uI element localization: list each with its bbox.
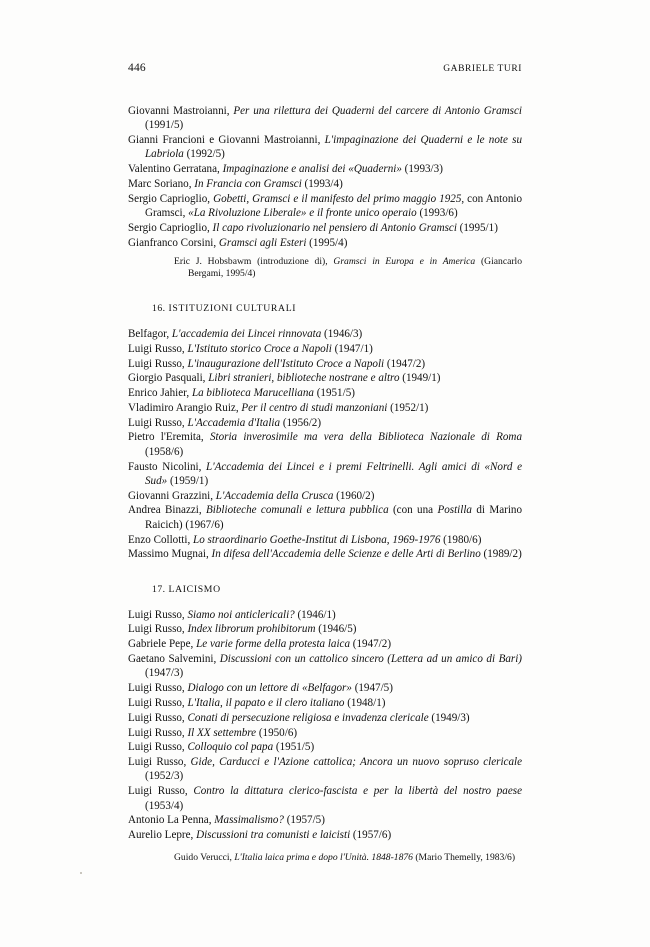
- bibliography-entry: [128, 133, 522, 162]
- entry-author: Belfagor,: [128, 327, 172, 340]
- bibliography-entry: [128, 622, 522, 636]
- entry-ref: (1947/1): [331, 342, 373, 355]
- entry-title: Storia inverosimile ma vera della Biblioteca Nazionale di Roma: [209, 431, 522, 444]
- entry-ref: (1960/2): [333, 489, 375, 502]
- bibliography-entry: [128, 327, 522, 341]
- entry-title: L'inaugurazione dell'Istituto Croce a Napoli: [187, 357, 385, 370]
- bibliography-entry: [128, 711, 522, 725]
- entry-author: Luigi Russo,: [128, 416, 188, 429]
- section-title: ISTITUZIONI CULTURALI: [168, 302, 297, 314]
- entry-author: Gianni Francioni e Giovanni Mastroianni,: [128, 134, 325, 147]
- entry-author: Enrico Jahier,: [128, 387, 192, 400]
- entry-author: Pietro l'Eremita,: [128, 431, 210, 444]
- entry-title: Lo straordinario Goethe-Institut di Lisbona, 1969-1976: [193, 533, 441, 546]
- entry-author: Gaetano Salvemini,: [128, 653, 220, 666]
- entry-author: Gabriele Pepe,: [128, 638, 197, 651]
- bibliography-entry: [128, 401, 522, 415]
- bibliography-entry: [128, 696, 522, 710]
- entry-author: Luigi Russo,: [128, 608, 188, 621]
- entry-ref: (1949/1): [399, 372, 441, 385]
- entry-author: Marc Soriano,: [128, 177, 195, 190]
- entry-author: Eric J. Hobsbawm (introduzione di),: [174, 255, 334, 267]
- entry-ref: (1992/5): [183, 148, 225, 161]
- review-entry: [174, 852, 522, 864]
- entry-title: Discussioni tra comunisti e laicisti: [196, 829, 351, 842]
- bibliography-entry: [128, 784, 522, 813]
- entry-ref: (1947/3): [145, 667, 184, 680]
- entry-title: La biblioteca Marucelliana: [191, 387, 314, 400]
- entry-author: Enzo Collotti,: [128, 533, 194, 546]
- bibliography-entry: [128, 813, 522, 827]
- entry-title: Dialogo con un lettore di «Belfagor»: [187, 682, 352, 695]
- entry-title: Massimalismo?: [214, 814, 284, 827]
- entry-title: Biblioteche comunali e lettura pubblica: [206, 504, 389, 517]
- entry-author: Luigi Russo,: [128, 357, 188, 370]
- entry-author: Guido Verucci,: [174, 852, 235, 864]
- entry-title: L'impaginazione dei Quaderni e le note su Labriola: [145, 134, 522, 161]
- entry-title: Per il centro di studi manzoniani: [241, 401, 388, 414]
- entry-ref: (1950/6): [256, 726, 298, 739]
- entry-title: Conati di persecuzione religiosa e invadenza clericale: [187, 711, 429, 724]
- entry-ref: (Giancarlo Bergami, 1995/4): [188, 255, 522, 280]
- bibliography-entry: [128, 371, 522, 385]
- entry-ref: , con Antonio Gramsci,: [145, 192, 522, 220]
- entry-ref: (1993/4): [301, 177, 343, 190]
- entry-title: L'accademia dei Lincei rinnovata: [171, 327, 322, 340]
- bibliography-entry: [128, 726, 522, 740]
- entry-ref-secondary: (1993/6): [416, 207, 458, 220]
- entry-author: Sergio Caprioglio,: [128, 192, 214, 205]
- running-head-title: GABRIELE TURI: [443, 64, 522, 74]
- entry-author: Luigi Russo,: [128, 342, 188, 355]
- entry-author: Luigi Russo,: [128, 623, 188, 636]
- entry-title: Le varie forme della protesta laica: [196, 638, 351, 651]
- entry-ref: (con una: [388, 504, 438, 517]
- entry-author: Luigi Russo,: [128, 756, 191, 769]
- entry-ref: (1946/1): [294, 608, 336, 621]
- entry-ref: (1947/5): [351, 682, 393, 695]
- entry-author: Fausto Nicolini,: [128, 460, 207, 473]
- entry-title: L'Accademia d'Italia: [187, 416, 281, 429]
- entry-ref: (1947/2): [350, 638, 392, 651]
- entry-ref: (1991/5): [145, 119, 184, 132]
- entry-author: Vladimiro Arangio Ruiz,: [128, 401, 242, 414]
- entry-author: Andrea Binazzi,: [128, 504, 207, 517]
- bibliography-entry: [128, 637, 522, 651]
- page-number: 446: [128, 62, 146, 74]
- section-title: LAICISMO: [168, 583, 221, 595]
- bibliography-entry: [128, 236, 522, 250]
- entry-ref: (1952/3): [145, 770, 184, 783]
- entry-ref: (1951/5): [313, 387, 355, 400]
- entry-ref: (1957/6): [350, 829, 392, 842]
- entry-ref: (1946/3): [321, 327, 363, 340]
- entry-ref: (1952/1): [387, 401, 429, 414]
- bibliography-entry: [128, 416, 522, 430]
- entry-title: Il XX settembre: [187, 726, 257, 739]
- entry-author: Luigi Russo,: [128, 785, 194, 798]
- entry-title: Per una rilettura dei Quaderni del carcere di Antonio Gramsci: [233, 105, 522, 117]
- bibliography-entry: [128, 192, 522, 221]
- entry-ref: (1951/5): [273, 741, 315, 754]
- bibliography-entry: [128, 503, 522, 532]
- entry-title: L'Accademia della Crusca: [215, 489, 334, 502]
- entry-title: Contro la dittatura clerico-fascista e per la libertà del nostro paese: [193, 785, 522, 798]
- bibliography-entry: [128, 652, 522, 681]
- entry-title: L'Accademia dei Lincei e i premi Feltrinelli. Agli amici di «Nord e Sud»: [145, 460, 523, 487]
- bibliography-entry: [128, 740, 522, 754]
- bibliography-list-laicismo: [128, 608, 522, 843]
- entry-ref: (1949/3): [428, 711, 470, 724]
- bibliography-entry: [128, 755, 522, 784]
- entry-ref: (1953/4): [145, 799, 184, 812]
- section-number: 16.: [152, 302, 166, 314]
- section-heading-16: [152, 303, 522, 314]
- entry-ref: (1957/5): [283, 814, 325, 827]
- entry-title: Discussioni con un cattolico sincero (Lettera ad un amico di Bari): [219, 653, 522, 666]
- bibliography-entry: [128, 533, 522, 547]
- entry-ref: (1948/1): [344, 696, 386, 709]
- entry-title: Gramsci in Europa e in America: [333, 255, 476, 267]
- bibliography-entry: [128, 177, 522, 191]
- entry-ref: (1956/2): [280, 416, 322, 429]
- entry-title: Colloquio col papa: [187, 741, 274, 754]
- entry-author: Antonio La Penna,: [128, 814, 215, 827]
- entry-ref: (1993/3): [401, 163, 443, 176]
- entry-ref: (1995/4): [306, 236, 348, 249]
- page-content: [128, 62, 522, 871]
- entry-title: Libri stranieri, biblioteche nostrane e altro: [208, 372, 400, 385]
- bibliography-entry: [128, 608, 522, 622]
- bibliography-entry: [128, 460, 522, 489]
- bibliography-entry: [128, 342, 522, 356]
- entry-ref: (1995/1): [456, 221, 498, 234]
- entry-author: Giorgio Pasquali,: [128, 372, 209, 385]
- entry-title: In difesa dell'Accademia delle Scienze e delle Arti di Berlino: [211, 548, 481, 561]
- bibliography-entry: [128, 221, 522, 235]
- review-entry: [174, 256, 522, 281]
- entry-title: Il capo rivoluzionario nel pensiero di Antonio Gramsci: [212, 221, 457, 234]
- bibliography-list-istituzioni: [128, 327, 522, 562]
- bibliography-entry: [128, 430, 522, 459]
- entry-ref: (1989/2): [480, 548, 522, 561]
- entry-title-secondary: Postilla: [437, 504, 472, 517]
- section-number: 17.: [152, 583, 166, 595]
- entry-ref: (1946/5): [315, 623, 357, 636]
- entry-title: Siamo noi anticlericali?: [187, 608, 295, 621]
- entry-ref: (1947/2): [384, 357, 426, 370]
- entry-title: In Francia con Gramsci: [194, 177, 302, 190]
- entry-ref: (1959/1): [167, 474, 209, 487]
- bibliography-entry: [128, 104, 522, 133]
- bibliography-entry: [128, 386, 522, 400]
- bibliography-list-gramsci: [128, 104, 522, 250]
- page-speck: [80, 872, 82, 874]
- bibliography-entry: [128, 828, 522, 842]
- entry-ref-secondary: di Marino Raicich) (1967/6): [145, 504, 522, 531]
- entry-author: Giovanni Grazzini,: [128, 489, 216, 502]
- entry-author: Gianfranco Corsini,: [128, 236, 219, 249]
- entry-ref: (Mario Themelly, 1983/6): [412, 852, 516, 864]
- entry-author: Luigi Russo,: [128, 682, 188, 695]
- entry-author: Massimo Mugnai,: [128, 548, 212, 561]
- bibliography-entry: [128, 357, 522, 371]
- running-head: [128, 62, 522, 74]
- entry-title: Index librorum prohibitorum: [187, 623, 316, 636]
- entry-title: Gobetti, Gramsci e il manifesto del primo maggio 1925: [213, 192, 462, 205]
- bibliography-entry: [128, 489, 522, 503]
- entry-author: Aurelio Lepre,: [128, 829, 197, 842]
- entry-ref: (1980/6): [440, 533, 482, 546]
- entry-title-secondary: «La Rivoluzione Liberale» e il fronte unico operaio: [188, 207, 417, 220]
- section-heading-17: [152, 584, 522, 595]
- entry-title: L'Istituto storico Croce a Napoli: [187, 342, 332, 355]
- entry-author: Valentino Gerratana,: [128, 163, 223, 176]
- entry-author: Luigi Russo,: [128, 726, 188, 739]
- entry-title: L'Italia, il papato e il clero italiano: [187, 696, 345, 709]
- bibliography-entry: [128, 681, 522, 695]
- entry-author: Sergio Caprioglio,: [128, 221, 213, 234]
- entry-author: Luigi Russo,: [128, 711, 188, 724]
- entry-title: Gide, Carducci e l'Azione cattolica; Ancora un nuovo sopruso clericale: [190, 756, 522, 769]
- entry-title: Impaginazione e analisi dei «Quaderni»: [222, 163, 402, 176]
- bibliography-entry: [128, 162, 522, 176]
- entry-author: Luigi Russo,: [128, 696, 188, 709]
- entry-title: L'Italia laica prima e dopo l'Unità. 1848-1876: [234, 852, 413, 864]
- entry-author: Giovanni Mastroianni,: [128, 105, 234, 117]
- entry-ref: (1958/6): [145, 445, 184, 458]
- entry-author: Luigi Russo,: [128, 741, 188, 754]
- entry-title: Gramsci agli Esteri: [218, 236, 307, 249]
- bibliography-entry: [128, 547, 522, 561]
